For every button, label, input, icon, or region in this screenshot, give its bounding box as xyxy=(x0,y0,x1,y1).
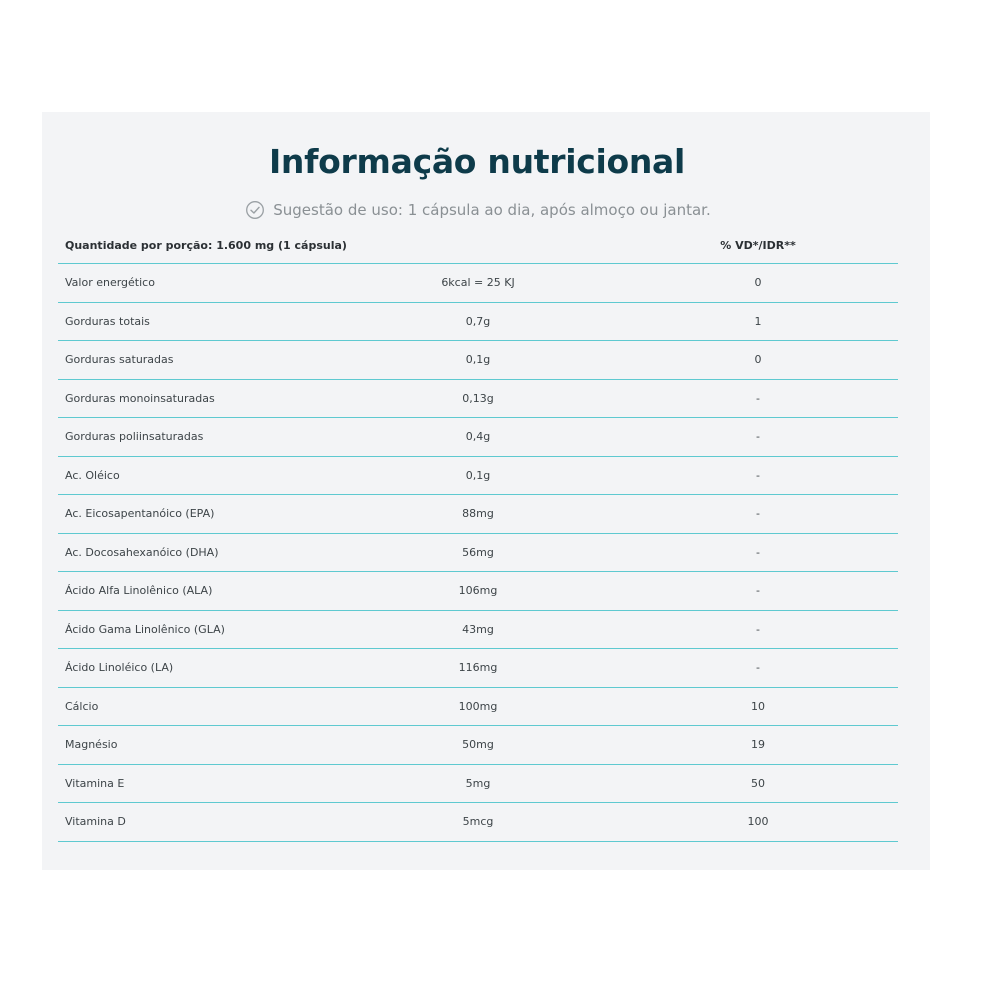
nutrient-amount: 116mg xyxy=(458,661,498,675)
nutrition-table xyxy=(58,227,898,842)
table-row xyxy=(58,534,898,573)
header-daily-value: % VD*/IDR** xyxy=(720,238,796,252)
table-row xyxy=(58,341,898,380)
table-row xyxy=(58,457,898,496)
nutrient-amount: 0,1g xyxy=(465,468,491,482)
check-circle-icon xyxy=(245,200,265,220)
nutrient-amount: 100mg xyxy=(458,699,498,713)
table-row xyxy=(58,726,898,765)
table-row xyxy=(58,803,898,842)
nutrient-daily-value: - xyxy=(756,430,760,444)
table-row xyxy=(58,572,898,611)
usage-suggestion-text: Sugestão de uso: 1 cápsula ao dia, após almoço ou jantar. xyxy=(273,201,711,219)
nutrient-name: Ac. Docosahexanóico (DHA) xyxy=(65,545,219,559)
table-row xyxy=(58,418,898,457)
nutrient-daily-value: - xyxy=(756,468,760,482)
nutrient-daily-value: - xyxy=(756,661,760,675)
nutrient-name: Gorduras totais xyxy=(65,314,150,328)
nutrient-amount: 0,1g xyxy=(465,353,491,367)
nutrient-daily-value: 0 xyxy=(754,276,762,290)
usage-suggestion xyxy=(0,198,956,222)
nutrient-name: Ac. Oléico xyxy=(65,468,120,482)
nutrient-name: Gorduras monoinsaturadas xyxy=(65,391,215,405)
nutrient-amount: 6kcal = 25 KJ xyxy=(441,276,515,290)
header-amount xyxy=(378,227,578,263)
table-row xyxy=(58,688,898,727)
nutrient-name: Magnésio xyxy=(65,738,118,752)
nutrient-name: Ácido Alfa Linolênico (ALA) xyxy=(65,584,213,598)
table-row xyxy=(58,380,898,419)
nutrient-daily-value: - xyxy=(756,507,760,521)
nutrient-name: Ácido Gama Linolênico (GLA) xyxy=(65,622,225,636)
nutrient-daily-value: 10 xyxy=(751,699,765,713)
nutrient-amount: 88mg xyxy=(462,507,494,521)
nutrient-name: Gorduras saturadas xyxy=(65,353,174,367)
page-title: Informação nutricional xyxy=(268,142,686,181)
nutrient-daily-value: 0 xyxy=(754,353,762,367)
nutrient-amount: 43mg xyxy=(462,622,494,636)
table-row xyxy=(58,303,898,342)
nutrient-amount: 0,7g xyxy=(465,314,491,328)
table-row xyxy=(58,611,898,650)
nutrient-amount: 50mg xyxy=(462,738,494,752)
nutrient-name: Vitamina D xyxy=(65,815,126,829)
nutrient-name: Ac. Eicosapentanóico (EPA) xyxy=(65,507,215,521)
table-header xyxy=(58,227,898,264)
nutrient-amount: 5mg xyxy=(465,776,491,790)
nutrient-daily-value: - xyxy=(756,584,760,598)
nutrient-amount: 56mg xyxy=(462,545,494,559)
table-row xyxy=(58,264,898,303)
nutrient-amount: 0,13g xyxy=(462,391,494,405)
nutrient-daily-value: - xyxy=(756,622,760,636)
nutrient-daily-value: 50 xyxy=(751,776,765,790)
nutrient-daily-value: - xyxy=(756,545,760,559)
nutrient-amount: 5mcg xyxy=(462,815,494,829)
table-row xyxy=(58,495,898,534)
nutrient-daily-value: 100 xyxy=(747,815,769,829)
nutrient-name: Gorduras poliinsaturadas xyxy=(65,430,204,444)
table-row xyxy=(58,765,898,804)
nutrient-daily-value: 1 xyxy=(754,314,762,328)
nutrient-name: Valor energético xyxy=(65,276,155,290)
nutrient-name: Ácido Linoléico (LA) xyxy=(65,661,174,675)
nutrient-daily-value: 19 xyxy=(751,738,765,752)
table-row xyxy=(58,649,898,688)
nutrient-daily-value: - xyxy=(756,391,760,405)
header-portion: Quantidade por porção: 1.600 mg (1 cápsula) xyxy=(65,238,347,252)
nutrient-amount: 0,4g xyxy=(465,430,491,444)
nutrient-name: Vitamina E xyxy=(65,776,125,790)
nutrient-name: Cálcio xyxy=(65,699,99,713)
nutrient-amount: 106mg xyxy=(458,584,498,598)
